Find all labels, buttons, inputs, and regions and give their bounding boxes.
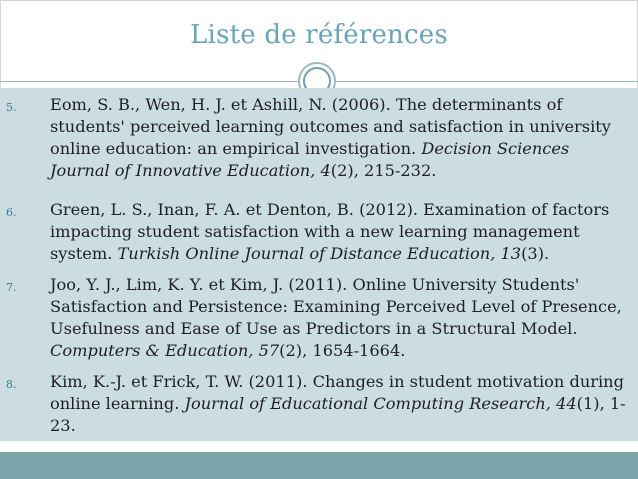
content-area	[0, 88, 638, 441]
reference-journal: Turkish Online Journal of Distance Education, 13	[117, 244, 522, 263]
reference-number: 5.	[6, 101, 17, 114]
reference-citation: Kim, K.-J. et Frick, T. W. (2011). Changes in student motivation during online learning.	[50, 372, 624, 413]
reference-journal: Decision Sciences Journal of Innovative Education, 4	[50, 139, 570, 180]
reference-citation: Eom, S. B., Wen, H. J. et Ashill, N. (2006). The determinants of students' perceived learning outcomes and satisfaction in university online education: an empirical investigation.	[50, 95, 611, 158]
reference-number: 6.	[6, 206, 17, 219]
reference-citation: Joo, Y. J., Lim, K. Y. et Kim, J. (2011). Online University Students' Satisfaction and Persistence: Examining Perceived Level of Presence, Usefulness and Ease of Use as Predictors in a Structural Model.	[50, 275, 622, 338]
reference-text	[50, 371, 630, 437]
reference-number: 8.	[6, 378, 17, 391]
reference-citation: Green, L. S., Inan, F. A. et Denton, B. (2012). Examination of factors impacting student satisfaction with a new learning management system.	[50, 200, 610, 263]
reference-text	[50, 94, 630, 182]
reference-text	[50, 199, 630, 265]
reference-issue-pages: (3).	[521, 244, 550, 263]
reference-issue-pages: (2), 1654-1664.	[279, 341, 406, 360]
reference-journal: Journal of Educational Computing Research, 44	[184, 394, 577, 413]
reference-number: 7.	[6, 281, 17, 294]
reference-journal: Computers & Education, 57	[50, 341, 280, 360]
slide-title: Liste de références	[190, 20, 448, 50]
reference-issue-pages: (2), 215-232.	[330, 161, 437, 180]
footer-gap	[0, 441, 638, 452]
reference-text	[50, 274, 630, 362]
reference-issue-pages: (1), 1-23.	[50, 394, 626, 435]
footer-band	[0, 452, 638, 479]
